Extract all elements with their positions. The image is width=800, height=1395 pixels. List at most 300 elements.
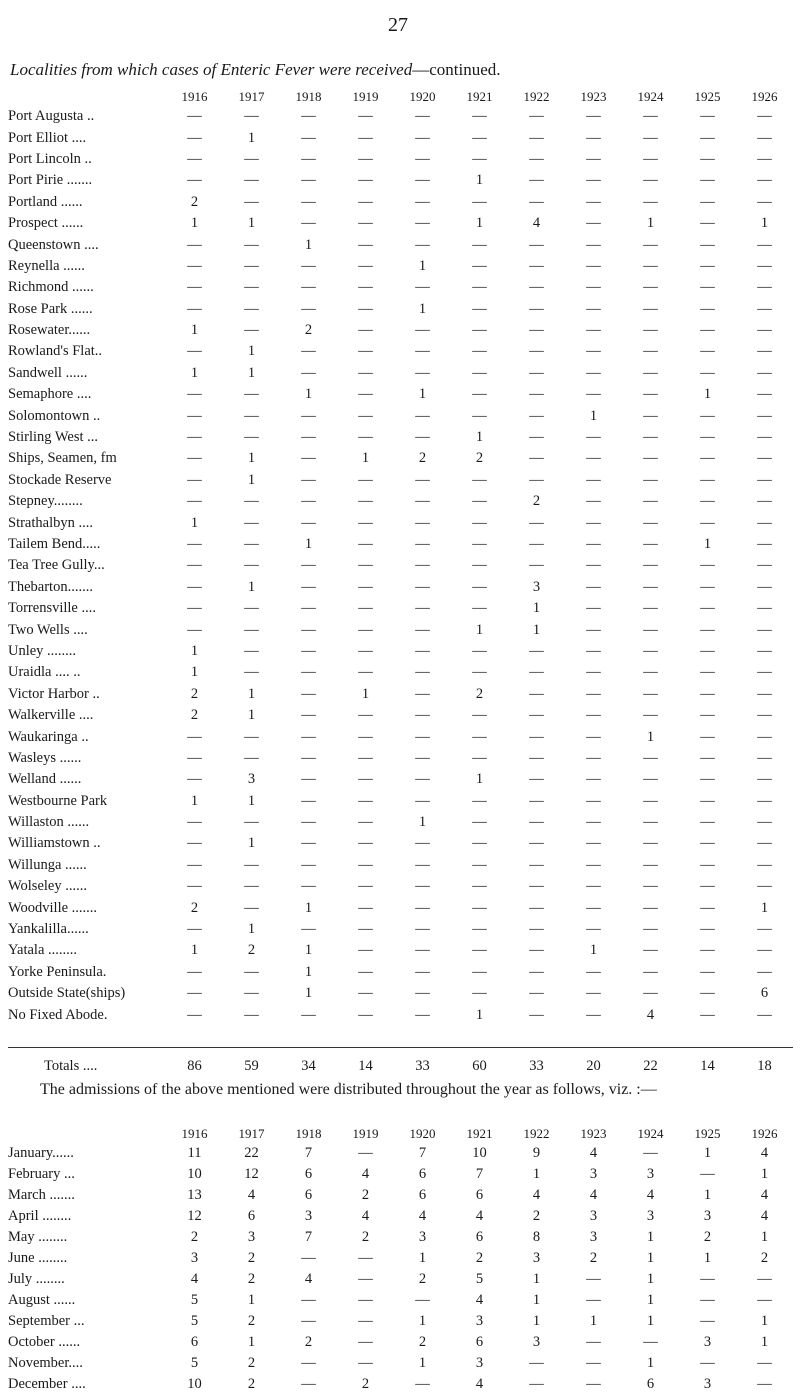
locality-row [8,555,793,576]
year-header: 1920 [409,1126,436,1141]
cell-value: — [301,514,316,531]
cell-value: — [301,150,316,167]
cell-value: 2 [361,1229,370,1245]
cell-value: 6 [304,1166,313,1182]
cell-value: — [358,1292,373,1308]
cell-value: 4 [475,1376,484,1392]
cell-value: 1 [418,300,427,317]
cell-value: — [415,193,430,210]
cell-value: 5 [190,1355,199,1371]
cell-value: — [586,536,601,552]
cell-value: — [586,963,601,980]
cell-value: — [700,150,715,167]
cell-value: — [643,429,658,446]
cell-value: — [187,407,202,424]
cell-value: — [301,621,316,638]
cell-value: — [700,236,715,253]
cell-value: — [358,215,373,232]
cell-value: — [529,642,544,659]
row-label: Port Elliot .... [8,129,87,146]
totals-label: Totals .... [44,1057,98,1074]
cell-value: — [757,1355,772,1371]
cell-value: — [187,257,202,274]
cell-value: — [301,707,316,724]
cell-value: 1 [475,771,484,788]
year-header: 1916 [181,89,208,104]
year-header: 1919 [352,1126,379,1141]
cell-value: 2 [475,685,484,702]
locality-row [8,1004,793,1025]
cell-value: 2 [361,1376,370,1392]
cell-value: 1 [190,514,199,531]
cell-value: — [586,1292,601,1308]
locality-row [8,192,793,213]
cell-value: — [244,1006,259,1023]
locality-row [8,855,793,876]
cell-value: — [586,664,601,681]
cell-value: — [301,600,316,617]
locality-row [8,277,793,298]
locality-row [8,833,793,854]
cell-value: — [757,642,772,659]
cell-value: — [244,557,259,574]
cell-value: 1 [247,215,256,232]
cell-value: — [301,257,316,274]
locality-row [8,598,793,619]
cell-value: — [301,814,316,831]
locality-row [8,405,793,426]
cell-value: — [358,300,373,317]
cell-value: — [586,322,601,339]
cell-value: — [358,664,373,681]
cell-value: — [700,514,715,531]
cell-value: — [358,1313,373,1329]
cell-value: — [586,257,601,274]
cell-value: — [472,471,487,488]
cell-value: — [244,429,259,446]
cell-value: — [757,514,772,531]
cell-value: — [757,536,772,552]
cell-value: — [358,835,373,852]
cell-value: 2 [247,942,256,959]
cell-value: — [643,942,658,959]
cell-value: — [415,322,430,339]
year-header: 1917 [238,1126,265,1141]
cell-value: 1 [418,1313,427,1329]
cell-value: 3 [475,1355,484,1371]
locality-row [8,170,793,191]
cell-value: — [244,514,259,531]
cell-value: — [757,257,772,274]
cell-value: — [529,942,544,959]
cell-value: 1 [760,215,769,232]
cell-value: — [301,429,316,446]
cell-value: — [301,1006,316,1023]
cell-value: — [757,429,772,446]
month-row [8,1143,793,1164]
cell-value: 1 [418,1250,427,1266]
cell-value: — [643,1145,658,1161]
cell-value: — [358,536,373,552]
cell-value: 1 [703,386,712,403]
year-header: 1923 [580,1126,607,1141]
cell-value: 6 [247,1208,256,1224]
cell-value: — [529,814,544,831]
cell-value: 2 [760,1250,769,1266]
cell-value: 1 [532,1166,541,1182]
month-row [8,1248,793,1269]
cell-value: — [187,536,202,552]
cell-value: 4 [646,1006,655,1023]
cell-value: — [415,728,430,745]
cell-value: 2 [589,1250,598,1266]
cell-value: — [700,642,715,659]
total-value: 14 [358,1057,373,1074]
cell-value: — [643,343,658,360]
cell-value: 4 [646,1187,655,1203]
cell-value: — [244,172,259,189]
cell-value: — [244,856,259,873]
cell-value: 5 [190,1292,199,1308]
cell-value: — [586,172,601,189]
cell-value: — [700,707,715,724]
cell-value: — [415,364,430,381]
cell-value: 3 [247,771,256,788]
row-label: January...... [8,1145,74,1161]
cell-value: — [643,129,658,146]
cell-value: — [415,429,430,446]
cell-value: — [700,172,715,189]
cell-value: — [643,835,658,852]
cell-value: 2 [418,450,427,467]
cell-value: — [700,364,715,381]
cell-value: — [187,985,202,1002]
cell-value: 1 [418,386,427,403]
cell-value: 1 [361,450,370,467]
cell-value: — [757,493,772,510]
cell-value: — [301,878,316,895]
cell-value: 4 [418,1208,427,1224]
cell-value: — [415,343,430,360]
cell-value: 2 [247,1250,256,1266]
cell-value: 1 [532,1313,541,1329]
row-label: Stepney........ [8,493,83,510]
cell-value: — [187,129,202,146]
cell-value: — [643,685,658,702]
cell-value: 2 [190,1229,199,1245]
cell-value: 3 [589,1229,598,1245]
year-header: 1923 [580,89,607,104]
cell-value: — [472,193,487,210]
cell-value: — [244,150,259,167]
cell-value: — [529,514,544,531]
cell-value: — [358,1355,373,1371]
cell-value: — [358,942,373,959]
cell-value: — [757,856,772,873]
cell-value: — [415,878,430,895]
cell-value: — [472,578,487,595]
cell-value: — [415,600,430,617]
cell-value: 10 [472,1145,487,1161]
year-header: 1924 [637,89,664,104]
cell-value: — [700,450,715,467]
cell-value: — [586,150,601,167]
locality-row [8,234,793,255]
cell-value: — [244,899,259,916]
cell-value: — [757,557,772,574]
cell-value: — [187,578,202,595]
cell-value: — [700,407,715,424]
cell-value: — [301,1355,316,1371]
cell-value: — [586,215,601,232]
cell-value: 1 [418,814,427,831]
cell-value: 11 [187,1145,202,1161]
cell-value: — [757,664,772,681]
cell-value: — [301,1376,316,1392]
heading-title: Localities from which cases of Enteric Fever were received [10,60,413,79]
row-label: May ........ [8,1229,68,1245]
cell-value: — [187,878,202,895]
cell-value: — [415,215,430,232]
row-label: Welland ...... [8,771,82,788]
cell-value: — [301,1250,316,1266]
cell-value: — [472,921,487,938]
year-header: 1918 [295,89,322,104]
locality-row [8,983,793,1004]
cell-value: — [472,386,487,403]
cell-value: — [358,364,373,381]
totals-row [8,1048,793,1085]
cell-value: — [187,557,202,574]
cell-value: — [586,108,601,125]
locality-row [8,577,793,598]
cell-value: — [643,557,658,574]
cell-value: — [187,236,202,253]
cell-value: — [472,878,487,895]
cell-value: — [757,963,772,980]
cell-value: 1 [190,215,199,232]
cell-value: — [757,600,772,617]
cell-value: — [301,364,316,381]
locality-row [8,919,793,940]
cell-value: — [415,899,430,916]
cell-value: — [415,664,430,681]
row-label: Port Augusta .. [8,108,95,125]
cell-value: — [643,771,658,788]
cell-value: — [643,792,658,809]
cell-value: 7 [304,1229,313,1245]
cell-value: 6 [475,1334,484,1350]
cell-value: — [244,749,259,766]
cell-value: — [415,749,430,766]
cell-value: — [586,386,601,403]
cell-value: — [643,236,658,253]
row-label: February ... [8,1166,75,1182]
cell-value: — [643,257,658,274]
cell-value: — [700,578,715,595]
cell-value: 2 [304,1334,313,1350]
cell-value: — [358,172,373,189]
cell-value: 4 [361,1166,370,1182]
cell-value: — [529,985,544,1002]
cell-value: — [643,471,658,488]
cell-value: — [244,814,259,831]
cell-value: — [700,621,715,638]
cell-value: 1 [646,215,655,232]
cell-value: — [586,1006,601,1023]
cell-value: — [700,878,715,895]
cell-value: — [757,1271,772,1287]
locality-row [8,684,793,705]
cell-value: 4 [532,1187,541,1203]
cell-value: — [757,150,772,167]
cell-value: — [187,493,202,510]
cell-value: 1 [646,1250,655,1266]
cell-value: 2 [190,899,199,916]
cell-value: — [358,322,373,339]
cell-value: — [700,493,715,510]
cell-value: — [415,150,430,167]
heading-suffix: —continued. [412,60,501,79]
cell-value: — [757,129,772,146]
row-label: Port Lincoln .. [8,150,92,167]
cell-value: — [529,407,544,424]
cell-value: 1 [304,963,313,980]
cell-value: — [301,685,316,702]
cell-value: — [244,664,259,681]
cell-value: 2 [475,1250,484,1266]
cell-value: 1 [304,985,313,1002]
cell-value: — [586,1376,601,1392]
cell-value: — [757,1006,772,1023]
month-row [8,1164,793,1185]
cell-value: 1 [304,236,313,253]
cell-value: — [415,771,430,788]
cell-value: — [700,343,715,360]
locality-row [8,962,793,983]
cell-value: — [529,429,544,446]
cell-value: — [187,471,202,488]
cell-value: — [472,514,487,531]
cell-value: 1 [589,1313,598,1329]
cell-value: — [643,279,658,296]
cell-value: — [643,450,658,467]
cell-value: — [415,279,430,296]
month-row [8,1290,793,1311]
cell-value: — [757,771,772,788]
cell-value: — [244,536,259,552]
cell-value: 1 [760,1166,769,1182]
cell-value: — [187,921,202,938]
cell-value: — [301,557,316,574]
cell-value: 7 [304,1145,313,1161]
cell-value: — [358,1145,373,1161]
row-label: Willaston ...... [8,814,90,831]
cell-value: 2 [532,493,541,510]
locality-row [8,299,793,320]
row-label: Stirling West ... [8,429,99,446]
cell-value: 4 [361,1208,370,1224]
month-row [8,1206,793,1227]
cell-value: — [244,108,259,125]
cell-value: 1 [247,921,256,938]
row-label: Outside State(ships) [8,985,126,1002]
cell-value: — [643,364,658,381]
locality-row [8,106,793,127]
cell-value: 4 [475,1208,484,1224]
row-label: Rowland's Flat.. [8,343,103,360]
cell-value: — [529,471,544,488]
cell-value: — [358,792,373,809]
cell-value: — [586,364,601,381]
cell-value: — [358,1006,373,1023]
cell-value: 1 [646,1355,655,1371]
cell-value: — [187,771,202,788]
cell-value: — [700,300,715,317]
cell-value: — [358,963,373,980]
row-label: November.... [8,1355,83,1371]
locality-row [8,448,793,469]
cell-value: — [301,300,316,317]
cell-value: — [586,514,601,531]
cell-value: — [301,749,316,766]
cell-value: — [529,450,544,467]
cell-value: — [472,942,487,959]
cell-value: — [586,1355,601,1371]
cell-value: — [472,536,487,552]
row-label: Thebarton....... [8,578,93,595]
cell-value: 4 [304,1271,313,1287]
cell-value: 1 [589,407,598,424]
cell-value: — [415,236,430,253]
row-label: Strathalbyn .... [8,514,93,531]
total-value: 33 [415,1057,430,1074]
cell-value: 4 [247,1187,256,1203]
cell-value: — [244,985,259,1002]
cell-value: — [700,792,715,809]
cell-value: 10 [187,1376,202,1392]
cell-value: 1 [475,621,484,638]
locality-row [8,619,793,640]
year-header: 1917 [238,89,265,104]
row-label: Richmond ...... [8,279,94,296]
cell-value: 1 [646,728,655,745]
cell-value: — [358,493,373,510]
cell-value: 6 [304,1187,313,1203]
cell-value: — [187,343,202,360]
cell-value: — [586,236,601,253]
cell-value: — [586,985,601,1002]
cell-value: — [586,471,601,488]
cell-value: — [472,343,487,360]
cell-value: — [415,1376,430,1392]
cell-value: — [757,749,772,766]
cell-value: — [472,749,487,766]
cell-value: — [301,664,316,681]
cell-value: 2 [247,1355,256,1371]
row-label: Waukaringa .. [8,728,89,745]
cell-value: — [757,407,772,424]
row-label: Prospect ...... [8,215,84,232]
cell-value: — [700,322,715,339]
cell-value: — [586,1334,601,1350]
cell-value: — [244,493,259,510]
cell-value: — [187,749,202,766]
cell-value: — [187,450,202,467]
cell-value: — [358,985,373,1002]
month-row [8,1185,793,1206]
cell-value: — [586,493,601,510]
